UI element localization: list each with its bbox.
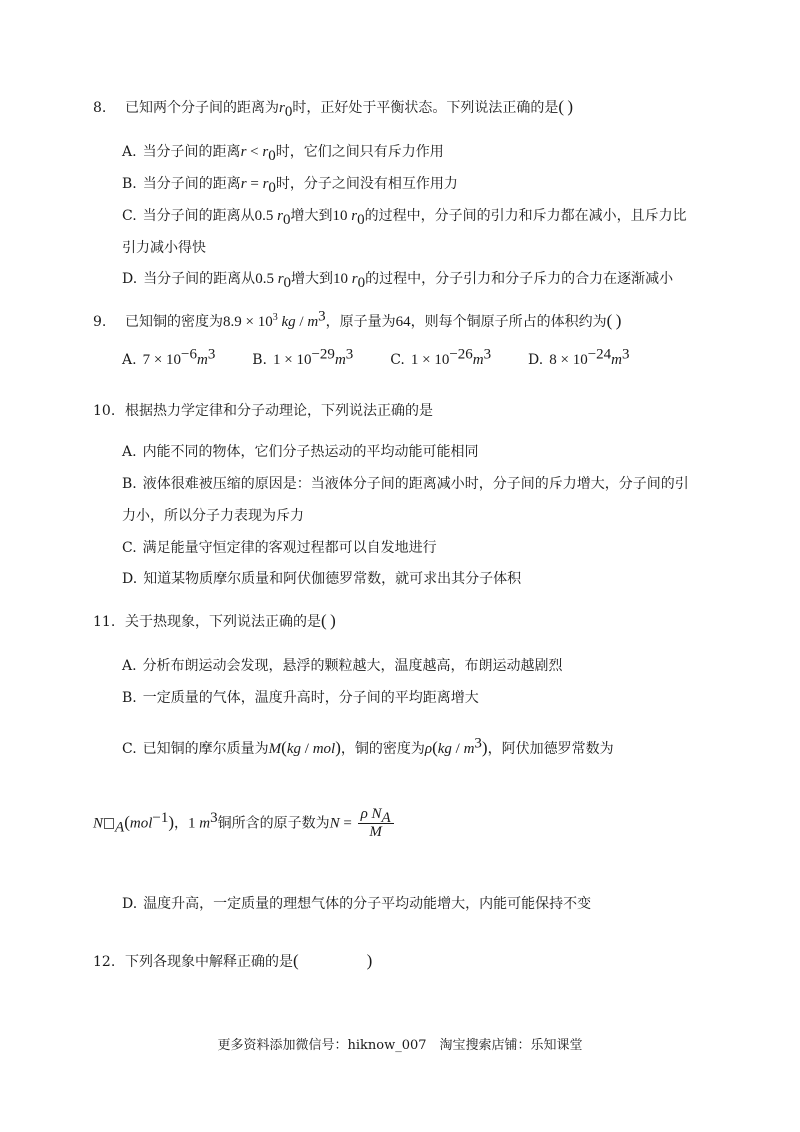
q11-option-d[interactable]: D. 温度升高，一定质量的理想气体的分子平均动能增大，内能可能保持不变: [122, 896, 592, 912]
q9-option-d[interactable]: D. $8 \times 10^{-24}m^3$: [528, 346, 630, 368]
q11-option-c[interactable]: C. 已知铜的摩尔质量为M(kg / mol)，铜的密度为$\rho(kg / m^3)$，阿伏加德罗常数为: [122, 735, 614, 757]
question-number: 9.: [93, 314, 107, 330]
q11-option-b[interactable]: B. 一定质量的气体，温度升高时，分子间的平均距离增大: [122, 690, 479, 706]
placeholder-box-icon: [104, 818, 114, 829]
question-8: 8. 已知两个分子间的距离为$r_0$时，正好处于平衡状态。下列说法正确的是( ): [93, 97, 574, 120]
q8-option-d[interactable]: D. 当分子间的距离从0.5 $r_0$增大到10 $r_0$的过程中，分子引力和分子斥力的合力在逐渐减小: [122, 271, 674, 291]
q11-option-c-line2: N $_A$(mol$^{-1}$)，1 $m^3$铜所含的原子数为N = $\frac{\rho N_A}{M}$: [93, 806, 396, 841]
question-number: 8.: [93, 100, 107, 116]
q8-option-a[interactable]: A. 当分子间的距离$r < r_0$时，它们之间只有斥力作用: [122, 144, 444, 164]
q9-option-b[interactable]: B. $1 \times 10^{-29}m^3$: [252, 346, 354, 368]
q11-option-a[interactable]: A. 分析布朗运动会发现，悬浮的颗粒越大，温度越高，布朗运动越剧烈: [122, 658, 563, 674]
q8-option-c[interactable]: C. 当分子间的距离从0.5 $r_0$增大到10 $r_0$的过程中，分子间的引力和斥力都在减小，且斥力比: [122, 208, 687, 228]
q10-option-d[interactable]: D. 知道某物质摩尔质量和阿伏伽德罗常数，就可求出其分子体积: [122, 571, 522, 587]
question-11: 11. 关于热现象，下列说法正确的是( ): [93, 611, 336, 630]
q8-option-c-line2: 引力减小得快: [122, 240, 206, 256]
question-number: 10.: [93, 403, 116, 419]
q10-option-c[interactable]: C. 满足能量守恒定律的客观过程都可以自发地进行: [122, 540, 437, 556]
question-9: 9. 已知铜的密度为$8.9 \times 10^3$ kg / $m^3$，原子量为64，则每个铜原子所占的体积约为( ): [93, 308, 622, 330]
q10-option-a[interactable]: A. 内能不同的物体，它们分子热运动的平均动能可能相同: [122, 444, 479, 460]
question-number: 12.: [93, 954, 116, 970]
question-12: 12. 下列各现象中解释正确的是( ): [93, 951, 373, 970]
q9-option-a[interactable]: A. $7 \times 10^{-6}m^3$: [122, 346, 216, 368]
page-footer: 更多资料添加微信号：hiknow_007 淘宝搜索店铺：乐知课堂: [217, 1038, 583, 1053]
q8-option-b[interactable]: B. 当分子间的距离$r = r_0$时，分子之间没有相互作用力: [122, 176, 458, 196]
q10-option-b-line2: 力小，所以分子力表现为斥力: [122, 508, 304, 524]
question-number: 11.: [93, 614, 116, 630]
q9-options: [122, 346, 630, 369]
q10-option-b[interactable]: B. 液体很难被压缩的原因是：当液体分子间的距离减小时，分子间的斥力增大，分子间的引: [122, 476, 689, 492]
q9-option-c[interactable]: C. $1 \times 10^{-26}m^3$: [390, 346, 492, 368]
question-10: 10. 根据热力学定律和分子动理论，下列说法正确的是: [93, 403, 433, 419]
fraction: $\frac{\rho N_A}{M}$: [358, 806, 394, 841]
